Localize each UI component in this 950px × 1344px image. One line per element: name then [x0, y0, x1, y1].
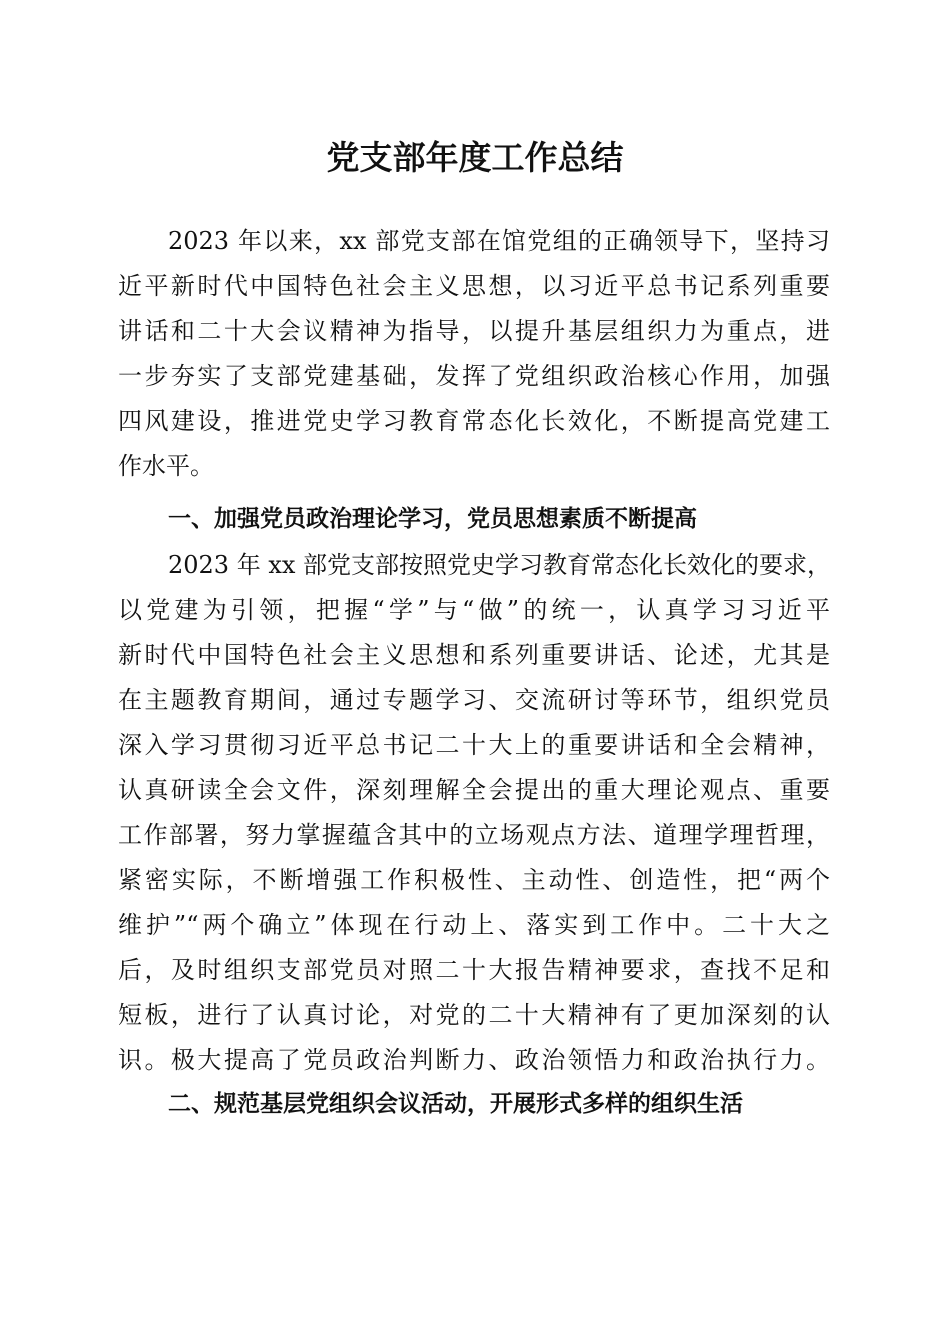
section1-line-12: 识。极大提高了党员政治判断力、政治领悟力和政治执行力。	[118, 1046, 830, 1074]
section1-line-6: 认真研读全会文件，深刻理解全会提出的重大理论观点、重要	[118, 776, 830, 804]
section1-line-2: 以党建为引领，把握“学”与“做”的统一，认真学习习近平	[118, 596, 830, 624]
section1-line-1: 2023 年 xx 部党支部按照党史学习教育常态化长效化的要求，	[168, 551, 832, 579]
section1-line-8: 紧密实际，不断增强工作积极性、主动性、创造性，把“两个	[118, 866, 830, 894]
intro-line-2: 近平新时代中国特色社会主义思想，以习近平总书记系列重要	[118, 272, 830, 300]
section-heading-2: 二、规范基层党组织会议活动，开展形式多样的组织生活	[168, 1091, 743, 1117]
intro-line-5: 四风建设，推进党史学习教育常态化长效化，不断提高党建工	[118, 407, 830, 435]
intro-line-1: 2023 年以来，xx 部党支部在馆党组的正确领导下，坚持习	[168, 227, 830, 255]
document-title: 党支部年度工作总结	[326, 138, 624, 177]
section1-line-10: 后，及时组织支部党员对照二十大报告精神要求，查找不足和	[118, 956, 830, 984]
intro-line-6: 作水平。	[118, 452, 214, 480]
section1-line-11: 短板，进行了认真讨论，对党的二十大精神有了更加深刻的认	[118, 1001, 830, 1029]
intro-line-4: 一步夯实了支部党建基础，发挥了党组织政治核心作用，加强	[118, 362, 830, 390]
section1-line-9: 维护”“两个确立”体现在行动上、落实到工作中。二十大之	[118, 911, 830, 939]
section1-line-7: 工作部署，努力掌握蕴含其中的立场观点方法、道理学理哲理，	[118, 821, 830, 849]
intro-line-3: 讲话和二十大会议精神为指导，以提升基层组织力为重点，进	[118, 317, 830, 345]
section1-line-3: 新时代中国特色社会主义思想和系列重要讲话、论述，尤其是	[118, 641, 830, 669]
section1-line-5: 深入学习贯彻习近平总书记二十大上的重要讲话和全会精神，	[118, 731, 830, 759]
section-heading-1: 一、加强党员政治理论学习，党员思想素质不断提高	[168, 506, 697, 532]
section1-line-4: 在主题教育期间，通过专题学习、交流研讨等环节，组织党员	[118, 686, 830, 714]
